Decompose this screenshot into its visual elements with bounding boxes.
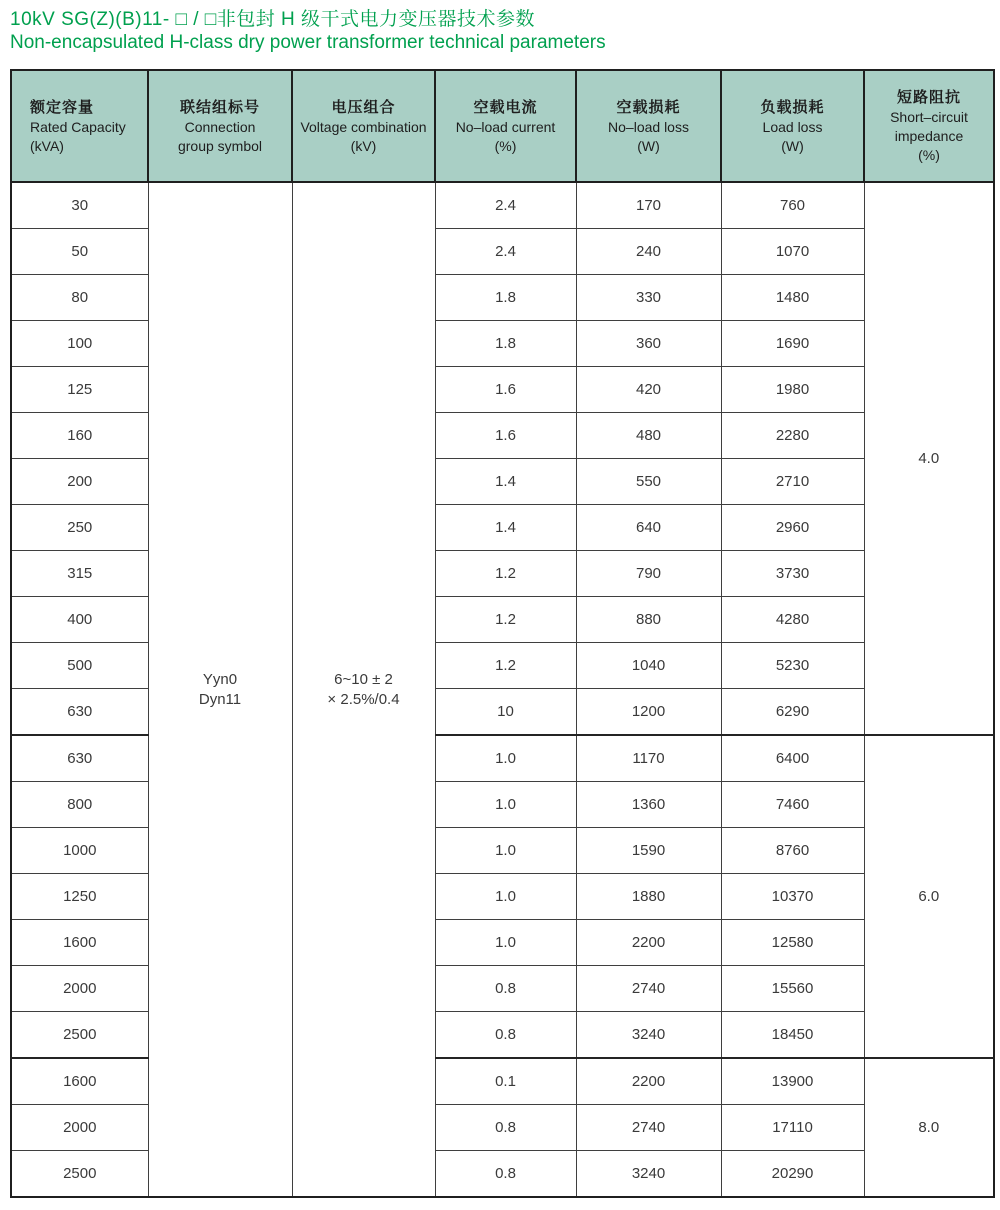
capacity-cell: 1250 bbox=[11, 874, 148, 920]
capacity-cell: 315 bbox=[11, 551, 148, 597]
no-load-loss-cell: 2200 bbox=[576, 920, 721, 966]
load-loss-cell: 13900 bbox=[721, 1058, 864, 1105]
header-zh-label: 短路阻抗 bbox=[896, 89, 961, 106]
load-loss-cell: 20290 bbox=[721, 1151, 864, 1198]
load-loss-cell: 7460 bbox=[721, 782, 864, 828]
load-loss-cell: 1980 bbox=[721, 367, 864, 413]
load-loss-cell: 2280 bbox=[721, 413, 864, 459]
load-loss-cell: 1480 bbox=[721, 275, 864, 321]
header-no-load-current bbox=[435, 70, 576, 182]
no-load-loss-cell: 1170 bbox=[576, 735, 721, 782]
no-load-current-cell: 1.2 bbox=[435, 597, 576, 643]
capacity-cell: 2500 bbox=[11, 1151, 148, 1198]
header-row bbox=[11, 70, 994, 182]
voltage-line-1: 6~10 ± 2 bbox=[334, 670, 393, 688]
no-load-loss-cell: 170 bbox=[576, 182, 721, 229]
capacity-cell: 1600 bbox=[11, 920, 148, 966]
no-load-loss-cell: 880 bbox=[576, 597, 721, 643]
load-loss-cell: 5230 bbox=[721, 643, 864, 689]
no-load-loss-cell: 330 bbox=[576, 275, 721, 321]
no-load-current-cell: 0.8 bbox=[435, 1105, 576, 1151]
header-unit-label: (kVA) bbox=[30, 137, 64, 154]
connection-line-2: Dyn11 bbox=[198, 690, 242, 708]
capacity-cell: 500 bbox=[11, 643, 148, 689]
no-load-loss-cell: 1200 bbox=[576, 689, 721, 736]
capacity-cell: 200 bbox=[11, 459, 148, 505]
capacity-cell: 1600 bbox=[11, 1058, 148, 1105]
no-load-loss-cell: 2740 bbox=[576, 1105, 721, 1151]
capacity-cell: 160 bbox=[11, 413, 148, 459]
capacity-cell: 125 bbox=[11, 367, 148, 413]
header-unit-label: (W) bbox=[637, 137, 660, 154]
load-loss-cell: 17110 bbox=[721, 1105, 864, 1151]
no-load-loss-cell: 2740 bbox=[576, 966, 721, 1012]
no-load-current-cell: 1.8 bbox=[435, 321, 576, 367]
page-title-zh: 10kV SG(Z)(B)11- □ / □非包封 H 级干式电力变压器技术参数 bbox=[10, 9, 536, 30]
page-title-en: Non-encapsulated H-class dry power transformer technical parameters bbox=[10, 32, 606, 53]
voltage-line-2: × 2.5%/0.4 bbox=[327, 690, 400, 708]
header-en-label: No–load current bbox=[455, 118, 556, 135]
header-zh-label: 负载损耗 bbox=[760, 98, 825, 116]
no-load-loss-cell: 3240 bbox=[576, 1012, 721, 1059]
header-voltage-combination bbox=[292, 70, 435, 182]
impedance-cell: 4.0 bbox=[864, 182, 994, 735]
no-load-loss-cell: 2200 bbox=[576, 1058, 721, 1105]
load-loss-cell: 18450 bbox=[721, 1012, 864, 1059]
load-loss-cell: 2960 bbox=[721, 505, 864, 551]
capacity-cell: 250 bbox=[11, 505, 148, 551]
header-en-label: Rated Capacity bbox=[30, 118, 126, 135]
no-load-current-cell: 1.8 bbox=[435, 275, 576, 321]
capacity-cell: 2000 bbox=[11, 966, 148, 1012]
load-loss-cell: 6400 bbox=[721, 735, 864, 782]
capacity-cell: 100 bbox=[11, 321, 148, 367]
voltage-combination-cell bbox=[292, 182, 435, 1197]
header-unit-label: (W) bbox=[781, 137, 804, 154]
capacity-cell: 630 bbox=[11, 735, 148, 782]
header-unit-label: (kV) bbox=[350, 137, 377, 154]
no-load-loss-cell: 480 bbox=[576, 413, 721, 459]
load-loss-cell: 2710 bbox=[721, 459, 864, 505]
load-loss-cell: 3730 bbox=[721, 551, 864, 597]
no-load-current-cell: 1.0 bbox=[435, 735, 576, 782]
capacity-cell: 400 bbox=[11, 597, 148, 643]
no-load-current-cell: 1.2 bbox=[435, 551, 576, 597]
impedance-cell: 8.0 bbox=[864, 1058, 994, 1197]
no-load-loss-cell: 790 bbox=[576, 551, 721, 597]
load-loss-cell: 12580 bbox=[721, 920, 864, 966]
header-en-label: No–load loss bbox=[608, 118, 689, 135]
header-zh-label: 额定容量 bbox=[30, 98, 95, 116]
no-load-current-cell: 1.0 bbox=[435, 920, 576, 966]
header-short-circuit-impedance bbox=[864, 70, 994, 182]
capacity-cell: 50 bbox=[11, 229, 148, 275]
no-load-loss-cell: 640 bbox=[576, 505, 721, 551]
capacity-cell: 2000 bbox=[11, 1105, 148, 1151]
no-load-loss-cell: 240 bbox=[576, 229, 721, 275]
header-en-label: Load loss bbox=[762, 118, 823, 135]
load-loss-cell: 10370 bbox=[721, 874, 864, 920]
no-load-current-cell: 0.8 bbox=[435, 1151, 576, 1198]
header-rated-capacity bbox=[11, 70, 148, 182]
no-load-current-cell: 1.0 bbox=[435, 782, 576, 828]
no-load-loss-cell: 3240 bbox=[576, 1151, 721, 1198]
no-load-current-cell: 0.8 bbox=[435, 1012, 576, 1059]
capacity-cell: 630 bbox=[11, 689, 148, 736]
no-load-current-cell: 1.6 bbox=[435, 367, 576, 413]
load-loss-cell: 15560 bbox=[721, 966, 864, 1012]
header-en-label: Connection group symbol bbox=[177, 118, 263, 154]
header-connection-group bbox=[148, 70, 292, 182]
capacity-cell: 800 bbox=[11, 782, 148, 828]
no-load-loss-cell: 360 bbox=[576, 321, 721, 367]
header-no-load-loss bbox=[576, 70, 721, 182]
load-loss-cell: 6290 bbox=[721, 689, 864, 736]
no-load-loss-cell: 550 bbox=[576, 459, 721, 505]
load-loss-cell: 1070 bbox=[721, 229, 864, 275]
impedance-cell: 6.0 bbox=[864, 735, 994, 1058]
no-load-current-cell: 1.2 bbox=[435, 643, 576, 689]
header-zh-label: 电压组合 bbox=[331, 98, 396, 116]
no-load-current-cell: 0.8 bbox=[435, 966, 576, 1012]
table-row bbox=[11, 182, 994, 229]
header-en-label: Short–circuit impedance bbox=[890, 109, 968, 144]
header-zh-label: 联结组标号 bbox=[179, 98, 260, 116]
header-zh-label: 空载电流 bbox=[473, 98, 538, 116]
capacity-cell: 1000 bbox=[11, 828, 148, 874]
connection-group-cell bbox=[148, 182, 292, 1197]
capacity-cell: 2500 bbox=[11, 1012, 148, 1059]
header-unit-label: (%) bbox=[494, 137, 517, 154]
no-load-current-cell: 1.6 bbox=[435, 413, 576, 459]
no-load-loss-cell: 1880 bbox=[576, 874, 721, 920]
no-load-current-cell: 2.4 bbox=[435, 182, 576, 229]
no-load-current-cell: 1.4 bbox=[435, 459, 576, 505]
no-load-current-cell: 10 bbox=[435, 689, 576, 736]
load-loss-cell: 4280 bbox=[721, 597, 864, 643]
no-load-loss-cell: 420 bbox=[576, 367, 721, 413]
capacity-cell: 30 bbox=[11, 182, 148, 229]
no-load-current-cell: 0.1 bbox=[435, 1058, 576, 1105]
load-loss-cell: 1690 bbox=[721, 321, 864, 367]
no-load-current-cell: 2.4 bbox=[435, 229, 576, 275]
transformer-parameters-table bbox=[10, 69, 995, 1198]
header-zh-label: 空载损耗 bbox=[616, 98, 681, 116]
header-load-loss bbox=[721, 70, 864, 182]
no-load-current-cell: 1.4 bbox=[435, 505, 576, 551]
load-loss-cell: 760 bbox=[721, 182, 864, 229]
header-unit-label: (%) bbox=[918, 147, 940, 163]
no-load-loss-cell: 1360 bbox=[576, 782, 721, 828]
no-load-current-cell: 1.0 bbox=[435, 828, 576, 874]
no-load-loss-cell: 1590 bbox=[576, 828, 721, 874]
header-en-label: Voltage combination bbox=[300, 118, 427, 135]
capacity-cell: 80 bbox=[11, 275, 148, 321]
no-load-current-cell: 1.0 bbox=[435, 874, 576, 920]
load-loss-cell: 8760 bbox=[721, 828, 864, 874]
no-load-loss-cell: 1040 bbox=[576, 643, 721, 689]
connection-line-1: Yyn0 bbox=[202, 670, 238, 688]
